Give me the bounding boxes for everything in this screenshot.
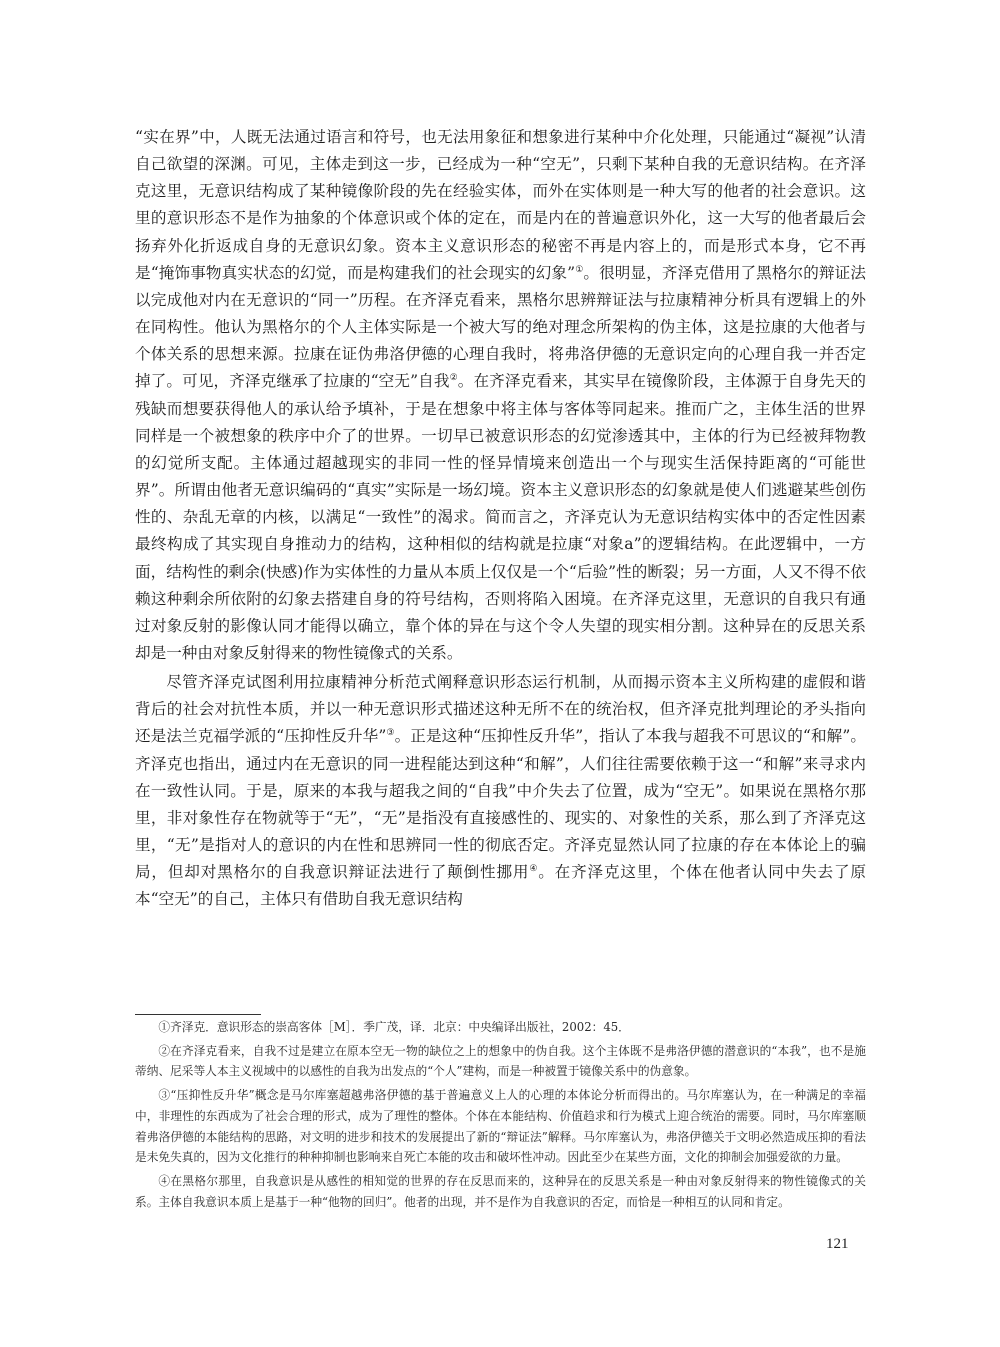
footnote-2: ②在齐泽克看来，自我不过是建立在原本空无一物的缺位之上的想象中的伪自我。这个主体既不是弗洛伊德的潜意识的“本我”，也不是施蒂纳、尼采等人本主义视域中的以感性的自我为出发点的“个人”建构，而是一种被置于镜像关系中的伪意象。 [135,1043,866,1079]
paragraph-2 [135,669,866,913]
page-number: 121 [826,1236,849,1252]
footnote-1: ①齐泽克．意识形态的崇高客体［M］．季广茂，译．北京：中央编译出版社，2002：45． [158,1020,630,1034]
paragraph-1 [135,124,866,667]
footnote-divider [135,1014,261,1015]
footnotes [135,1017,866,1215]
paragraph-1-part-c: 。在齐泽克看来，其实早在镜像阶段，主体源于自身先天的残缺而想要获得他人的承认给予填补，于是在想象中将主体与客体等同起来。推而广之，主体生活的世界同样是一个被想象的秩序中介了的世界。一切早已被意识形态的幻觉渗透其中，主体的行为已经被拜物教的幻觉所支配。主体通过超越现实的非同一性的怪异情境来创造出一个与现实生活保持距离的“可能世界”。所谓由他者无意识编码的“真实”实际是一场幻境。资本主义意识形态的幻象就是使人们逃避某些创伤性的、杂乱无章的内核，以满足“一致性”的渴求。简而言之，齐泽克认为无意识结构实体中的否定性因素最终构成了其实现自身推动力的结构，这种相似的结构就是拉康“对象a”的逻辑结构。在此逻辑中，一方面，结构性的剩余(快感)作为实体性的力量从本质上仅仅是一个“后验”性的断裂；另一方面，人又不得不依赖这种剩余所依附的幻象去搭建自身的符号结构，否则将陷入困境。在齐泽克这里，无意识的自我只有通过对象反射的影像认同才能得以确立，靠个体的异在与这个令人失望的现实相分割。这种异在的反思关系却是一种由对象反射得来的物性镜像式的关系。 [135,372,866,662]
body-text [135,124,866,914]
paragraph-2-part-c: 。在齐泽克这里，个体在他者认同中失去了原本“空无”的自己，主体只有借助自我无意识结构 [135,863,866,909]
footnote-ref-4[interactable]: ④ [529,864,539,875]
footnote-ref-3[interactable]: ③ [386,728,395,739]
footnote-ref-1[interactable]: ① [575,264,584,275]
footnote-4: ④在黑格尔那里，自我意识是从感性的相知觉的世界的存在反思而来的，这种异在的反思关系是一种由对象反射得来的物性镜像式的关系。主体自我意识本质上是基于一种“他物的回归”。他者的出现，并不是作为自我意识的否定，而恰是一种相互的认同和肯定。 [135,1173,866,1209]
paragraph-1-part-a: “实在界”中，人既无法通过语言和符号，也无法用象征和想象进行某种中介化处理，只能通过“凝视”认清自己欲望的深渊。可见，主体走到这一步，已经成为一种“空无”，只剩下某种自我的无意识结构。在齐泽克这里，无意识结构成了某种镜像阶段的先在经验实体，而外在实体则是一种大写的他者的社会意识。这里的意识形态不是作为抽象的个体意识或个体的定在，而是内在的普遍意识外化，这一大写的他者最后会扬弃外化折返成自身的无意识幻象。资本主义意识形态的秘密不再是内容上的，而是形式本身，它不再是“掩饰事物真实状态的幻觉，而是构建我们的社会现实的幻象” [135,128,866,282]
footnote-ref-2[interactable]: ② [449,373,458,384]
paragraph-2-part-b: 。正是这种“压抑性反升华”，指认了本我与超我不可思议的“和解”。齐泽克也指出，通过内在无意识的同一进程能达到这种“和解”，人们往往需要依赖于这一“和解”来寻求内在一致性认同。于是，原来的本我与超我之间的“自我”中介失去了位置，成为“空无”。如果说在黑格尔那里，非对象性存在物就等于“无”，“无”是指没有直接感性的、现实的、对象性的关系，那么到了齐泽克这里，“无”是指对人的意识的内在性和思辨同一性的彻底否定。齐泽克显然认同了拉康的存在本体论上的骗局，但却对黑格尔的自我意识辩证法进行了颠倒性挪用 [135,727,866,882]
paragraph-2-part-a: 尽管齐泽克试图利用拉康精神分析范式阐释意识形态运行机制，从而揭示资本主义所构建的虚假和谐背后的社会对抗性本质，并以一种无意识形式描述这种无所不在的统治权，但齐泽克批判理论的矛头指向还是法兰克福学派的“压抑性反升华” [135,673,866,746]
footnote-3: ③“压抑性反升华”概念是马尔库塞超越弗洛伊德的基于普遍意义上人的心理的本体论分析而得出的。马尔库塞认为，在一种满足的幸福中，非理性的东西成为了社会合理的形式，成为了理性的整体。个体在本能结构、价值趋求和行为模式上迎合统治的需要。同时，马尔库塞顺着弗洛伊德的本能结构的思路，对文明的进步和技术的发展提出了新的“辩证法”解释。马尔库塞认为，弗洛伊德关于文明必然造成压抑的看法是未免失真的，因为文化推行的种种抑制也影响来自死亡本能的攻击和破坏性冲动。因此至少在某些方面，文化的抑制会加强爱欲的力量。 [135,1088,866,1165]
paragraph-1-part-b: 。很明显，齐泽克借用了黑格尔的辩证法以完成他对内在无意识的“同一”历程。在齐泽克看来，黑格尔思辨辩证法与拉康精神分析具有逻辑上的外在同构性。他认为黑格尔的个人主体实际是一个被大写的绝对理念所架构的伪主体，这是拉康的大他者与个体关系的思想来源。拉康在证伪弗洛伊德的心理自我时，将弗洛伊德的无意识定向的心理自我一并否定掉了。可见，齐泽克继承了拉康的“空无”自我 [135,263,866,391]
